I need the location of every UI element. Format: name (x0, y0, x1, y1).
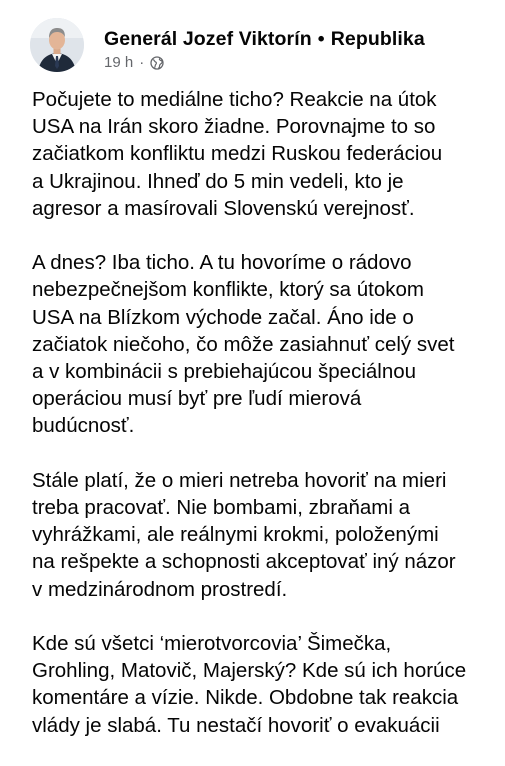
author-line (104, 28, 425, 51)
globe-icon[interactable] (150, 56, 164, 70)
post-timestamp[interactable]: 19 h (104, 54, 134, 71)
post-subline (104, 54, 425, 71)
party-name[interactable]: Republika (330, 28, 425, 50)
name-separator: • (317, 28, 325, 50)
post-paragraph: Stále platí, že o mieri netreba hovoriť na mieri treba pracovať. Nie bombami, zbraňami a vyhrážkami, ale reálnymi krokmi, položenými na rešpekte a schopnosti akceptovať iný názor v medzinárodnom prostredí. (32, 468, 456, 601)
post-paragraph: Počujete to mediálne ticho? Reakcie na útok USA na Irán skoro žiadne. Porovnajme to so začiatkom konfliktu medzi Ruskou federáciou a Ukrajinou. Ihneď do 5 min vedeli, kto je agresor a masírovali Slovenskú verejnosť. (32, 88, 443, 220)
meta-dot: · (139, 54, 145, 71)
author-avatar[interactable] (30, 18, 84, 72)
post-meta (104, 28, 425, 71)
post-content (32, 86, 482, 766)
post-header (30, 18, 425, 72)
post-paragraph: A dnes? Iba ticho. A tu hovoríme o rádovo nebezpečnejšom konflikte, ktorý sa útokom USA na Blízkom východe začal. Áno ide o začiatok niečoho, čo môže zasiahnuť celý svet a v kombinácii s prebiehajúcou špeciálnou operáciou musí byť pre ľudí mierová budúcnosť. (32, 251, 455, 438)
author-name[interactable]: Generál Jozef Viktorín (104, 28, 312, 50)
avatar-photo (30, 18, 84, 72)
post-paragraph: Kde sú všetci ‘mierotvorcovia’ Šimečka, Grohling, Matovič, Majerský? Kde sú ich horúce komentáre a vízie. Nikde. Obdobne tak reakcia vlády je slabá. Tu nestačí hovoriť o evakuácii (32, 632, 467, 737)
